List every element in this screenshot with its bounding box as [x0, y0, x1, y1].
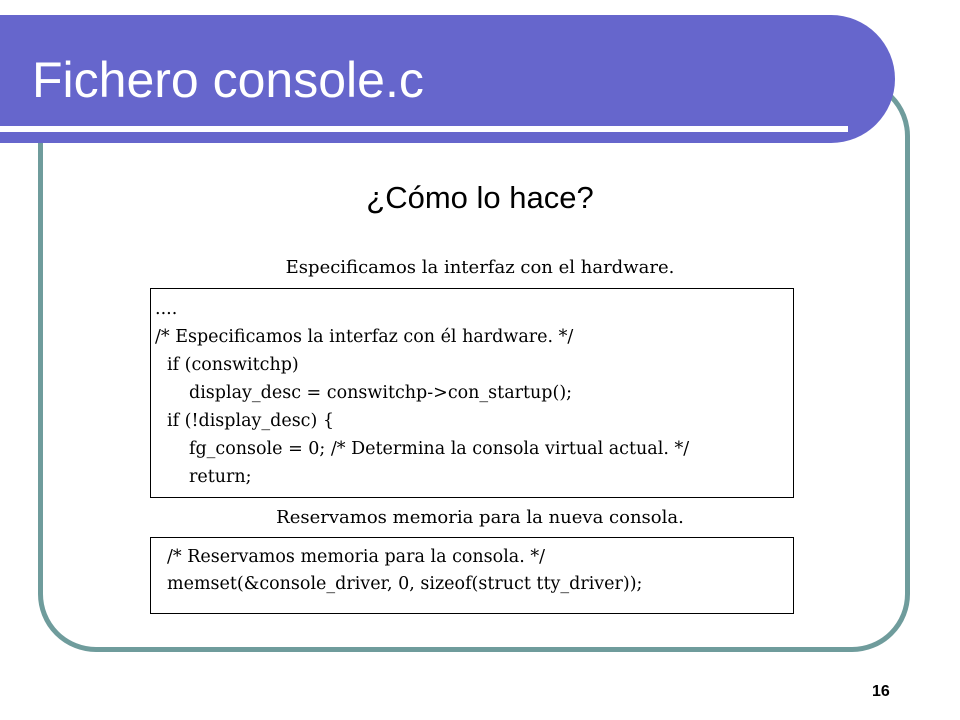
code-line: if (!display_desc) {: [167, 411, 335, 431]
figure-caption-memory: Reservamos memoria para la nueva consola.: [276, 507, 684, 528]
page-number: 16: [872, 683, 890, 700]
code-line: /* Especificamos la interfaz con él hardware. */: [155, 327, 574, 347]
title-underline: [0, 126, 848, 132]
code-block-memory: [150, 537, 794, 614]
slide-title: Fichero console.c: [32, 52, 424, 108]
title-bar: [0, 15, 895, 143]
slide-subtitle: ¿Cómo lo hace?: [366, 180, 594, 215]
code-line: return;: [189, 467, 252, 487]
code-line: ....: [155, 299, 178, 319]
code-line: display_desc = conswitchp->con_startup();: [189, 383, 573, 403]
code-line: /* Reservamos memoria para la consola. */: [167, 547, 545, 567]
code-line: memset(&console_driver, 0, sizeof(struct tty_driver));: [167, 574, 643, 594]
figure-caption-hardware: Especificamos la interfaz con el hardware.: [285, 257, 675, 278]
code-block-hardware: [150, 288, 794, 498]
code-line: fg_console = 0; /* Determina la consola virtual actual. */: [189, 439, 690, 459]
code-line: if (conswitchp): [167, 355, 299, 375]
